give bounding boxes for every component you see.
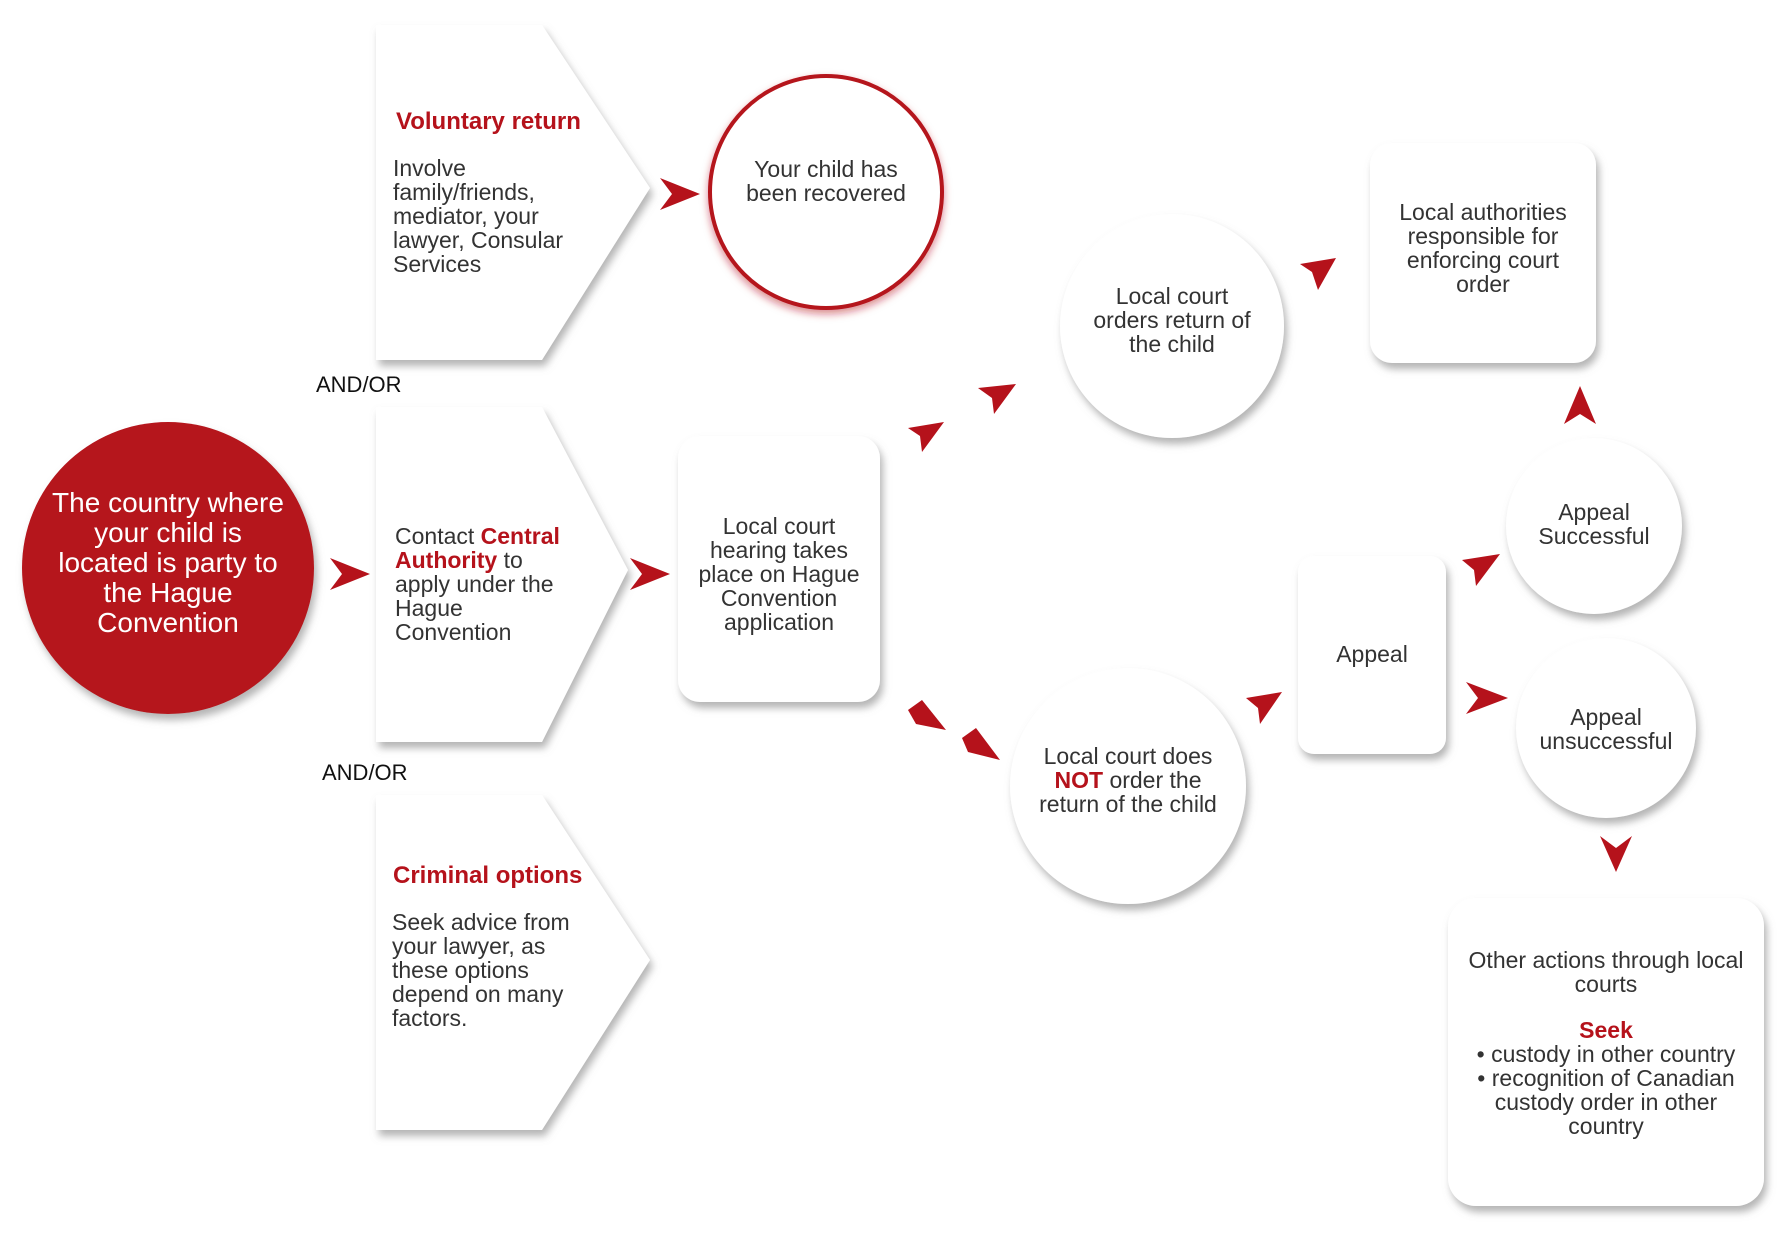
appeal-unsuccess-text: Appeal unsuccessful [1539,704,1673,754]
criminal-body: Seek advice from your lawyer, as these options depend on many factors. [392,909,570,1031]
andor-label-1: AND/OR [316,372,402,397]
voluntary-heading: Voluntary return [396,108,581,135]
arrow-up-right-icon [1462,554,1500,586]
not-order-highlight: NOT [1054,767,1104,793]
hearing-text: Local court hearing takes place on Hague Convention application [698,513,860,635]
other-actions-bullet-1: • custody in other country [1476,1041,1736,1067]
not-order-after: order the return of the child [1039,767,1217,817]
arrow-right-icon [630,558,670,590]
arrow-right-icon [330,558,370,590]
arrow-right-icon [660,178,700,210]
arrow-up-icon [1564,386,1596,424]
not-order-text [1022,744,1234,816]
start-text: The country where your child is located is party to the Hague Convention [52,487,284,638]
not-order-before: Local court does [1043,743,1213,769]
recovered-text: Your child has been recovered [746,156,906,206]
orders-return-text: Local court orders return of the child [1093,283,1251,357]
other-actions-bullet-2: • recognition of Canadian custody order in other country [1477,1065,1735,1139]
central-highlight: Central Authority [395,523,560,573]
voluntary-body: Involve family/friends, mediator, your lawyer, Consular Services [393,155,564,277]
arrow-down-right-icon [908,700,946,730]
other-actions-text [1466,948,1746,1138]
appeal-text: Appeal [1336,641,1408,667]
central-prefix: Contact [395,523,481,549]
arrow-up-right-icon [908,422,944,452]
arrow-up-right-icon [978,384,1016,414]
arrow-up-right-icon [1300,258,1336,290]
other-actions-seek: Seek [1579,1017,1633,1043]
appeal-success-text: Appeal Successful [1538,499,1650,549]
arrow-down-right-icon [962,728,1000,760]
other-actions-intro: Other actions through local courts [1468,947,1744,997]
arrow-right-icon [1466,682,1508,714]
arrow-down-icon [1600,836,1632,872]
enforce-text: Local authorities responsible for enforcing court order [1399,199,1567,297]
criminal-heading: Criminal options [393,862,583,889]
arrow-up-right-icon [1246,692,1282,724]
central-text [395,524,570,644]
andor-label-2: AND/OR [322,760,408,785]
central-body: to apply under the Hague Convention [395,547,554,645]
